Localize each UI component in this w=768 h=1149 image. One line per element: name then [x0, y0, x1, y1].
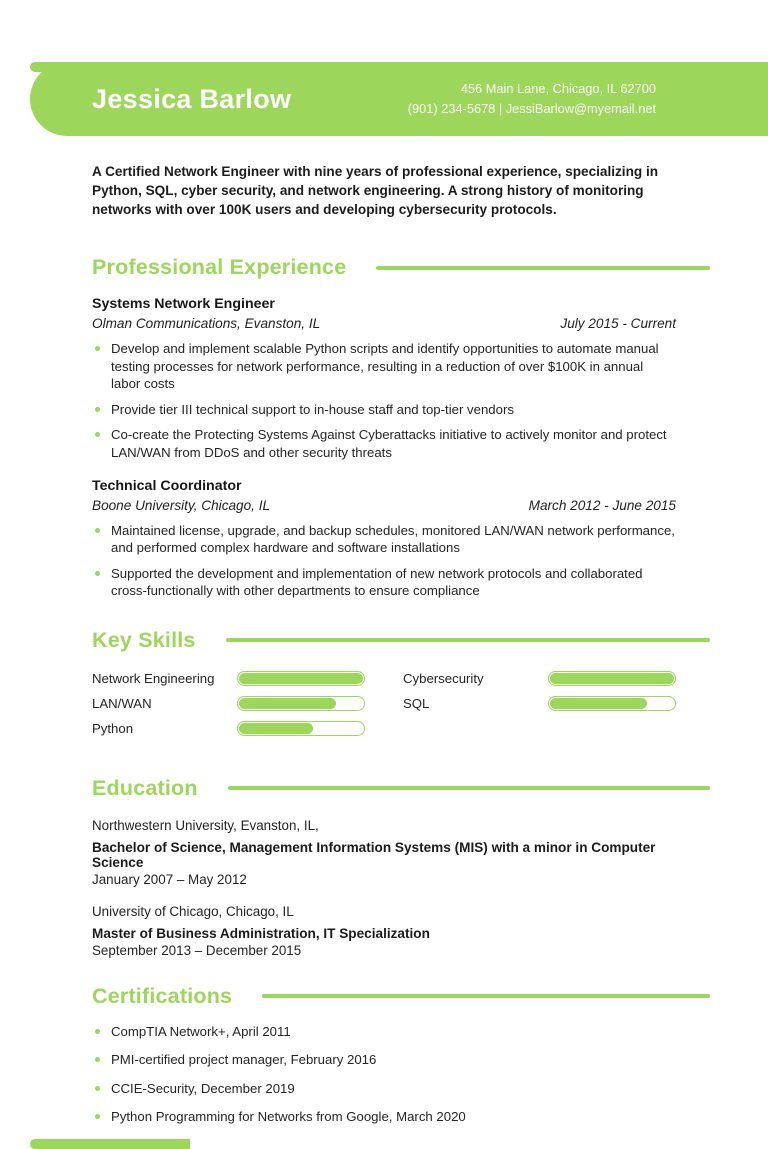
certification-text: CCIE-Security, December 2019: [111, 1080, 295, 1096]
skill-label: LAN/WAN: [92, 696, 152, 712]
bullet-icon: [95, 432, 100, 437]
certification-text: Python Programming for Networks from Google, March 2020: [111, 1109, 466, 1125]
list-item: [92, 1023, 676, 1041]
bullet-text: Co-create the Protecting Systems Against Cyberattacks initiative to actively monitor and protect LAN/WAN from DDoS and other security threats: [111, 427, 667, 460]
page-title: Jessica Barlow: [92, 83, 292, 114]
header-band: [30, 62, 768, 136]
section-header-education: [92, 776, 676, 801]
section-header-skills: [92, 628, 676, 653]
bullet-text: Maintained license, upgrade, and backup schedules, monitored LAN/WAN network performance, and performed complex hardware and software installations: [111, 522, 675, 556]
list-item: [92, 426, 676, 461]
bullet-icon: [95, 528, 100, 533]
list-item: [92, 401, 676, 419]
contact-divider: |: [498, 101, 503, 116]
bullet-icon: [95, 571, 100, 576]
certification-text: PMI-certified project manager, February 2016: [111, 1052, 377, 1068]
skill-bar: [237, 696, 365, 711]
contact-line: [408, 99, 656, 119]
section-title-certifications: Certifications: [92, 983, 233, 1008]
job-company: Olman Communications, Evanston, IL: [92, 316, 321, 332]
skill-bar-fill: [550, 673, 674, 684]
skill-label: Cybersecurity: [403, 671, 484, 687]
contact-address: 456 Main Lane, Chicago, IL 62700: [460, 81, 656, 97]
skill-bar: [548, 671, 676, 686]
top-accent-bar: [30, 62, 765, 72]
contact-block: [408, 79, 656, 119]
section-rule: [228, 786, 710, 791]
job-dates: March 2012 - June 2015: [528, 497, 676, 513]
bullet-icon: [95, 407, 100, 412]
skills-grid: [92, 671, 676, 746]
skill-bar-fill: [550, 698, 647, 709]
contact-email: JessiBarlow@myemail.net: [505, 101, 656, 116]
job-title: Systems Network Engineer: [92, 296, 275, 313]
skill-bar: [237, 671, 365, 686]
skills-column-left: [92, 671, 403, 746]
bullet-icon: [95, 1114, 100, 1119]
education-entry: [92, 818, 676, 887]
skill-label: SQL: [403, 696, 430, 712]
job-entry: [92, 296, 676, 461]
summary-text: A Certified Network Engineer with nine years of professional experience, specializing in Python, SQL, cyber security, and network engineering. A strong history of monitoring networks with over 100K users and developing cybersecurity protocols.: [92, 164, 659, 217]
skill-bar-fill: [239, 723, 313, 734]
school-name: Northwestern University, Evanston, IL,: [92, 817, 319, 833]
skill-bar: [548, 696, 676, 711]
resume-body: [0, 163, 768, 1126]
skill-bar-fill: [239, 673, 363, 684]
skill-label: Network Engineering: [92, 671, 215, 687]
section-title-education: Education: [92, 775, 198, 800]
section-certifications: [92, 984, 676, 1126]
section-education: [92, 776, 676, 958]
section-key-skills: [92, 628, 676, 746]
section-title-experience: Professional Experience: [92, 255, 347, 280]
section-experience: [92, 255, 676, 599]
contact-phone: (901) 234-5678: [407, 101, 496, 116]
section-rule: [262, 994, 710, 999]
job-meta: [92, 498, 676, 513]
list-item: [92, 565, 676, 600]
education-dates: January 2007 – May 2012: [92, 871, 247, 887]
skill-bar: [237, 721, 365, 736]
skill-row: [92, 721, 403, 737]
degree-title: Bachelor of Science, Management Information Systems (MIS) with a minor in Computer Science: [92, 839, 656, 870]
skill-row: [92, 671, 403, 687]
bullet-icon: [95, 1057, 100, 1062]
section-rule: [376, 266, 710, 271]
bullet-text: Provide tier III technical support to in-house staff and top-tier vendors: [111, 401, 514, 417]
school-name: University of Chicago, Chicago, IL: [92, 903, 294, 919]
job-title: Technical Coordinator: [92, 477, 242, 494]
job-meta: [92, 316, 676, 331]
bullet-icon: [95, 1029, 100, 1034]
skill-label: Python: [92, 721, 134, 737]
certification-list: [92, 1023, 676, 1126]
list-item: [92, 1051, 676, 1069]
skill-row: [403, 671, 676, 687]
job-bullet-list: [92, 340, 676, 461]
job-dates: July 2015 - Current: [560, 316, 676, 332]
list-item: [92, 340, 676, 393]
skills-column-right: [403, 671, 676, 746]
section-header-certifications: [92, 984, 676, 1009]
education-entry: [92, 904, 676, 958]
bottom-accent-bar: [30, 1139, 190, 1149]
skill-bar-fill: [239, 698, 336, 709]
education-dates: September 2013 – December 2015: [92, 942, 302, 958]
job-entry: [92, 478, 676, 600]
skill-row: [92, 696, 403, 712]
section-title-skills: Key Skills: [92, 627, 196, 652]
section-rule: [226, 638, 710, 643]
section-header-experience: [92, 255, 676, 280]
list-item: [92, 1080, 676, 1098]
bullet-text: Develop and implement scalable Python scripts and identify opportunities to automate manual testing processes for network performance, resulting in a reduction of over $100K in annual labor costs: [111, 341, 659, 392]
bullet-text: Supported the development and implementation of new network protocols and collaborated cross-functionally with other departments to ensure compliance: [111, 565, 643, 599]
degree-title: Master of Business Administration, IT Specialization: [92, 925, 430, 941]
list-item: [92, 522, 676, 557]
list-item: [92, 1108, 676, 1126]
certification-text: CompTIA Network+, April 2011: [111, 1023, 291, 1039]
skill-row: [403, 696, 676, 712]
job-bullet-list: [92, 522, 676, 600]
bullet-icon: [95, 346, 100, 351]
job-company: Boone University, Chicago, IL: [92, 497, 271, 513]
